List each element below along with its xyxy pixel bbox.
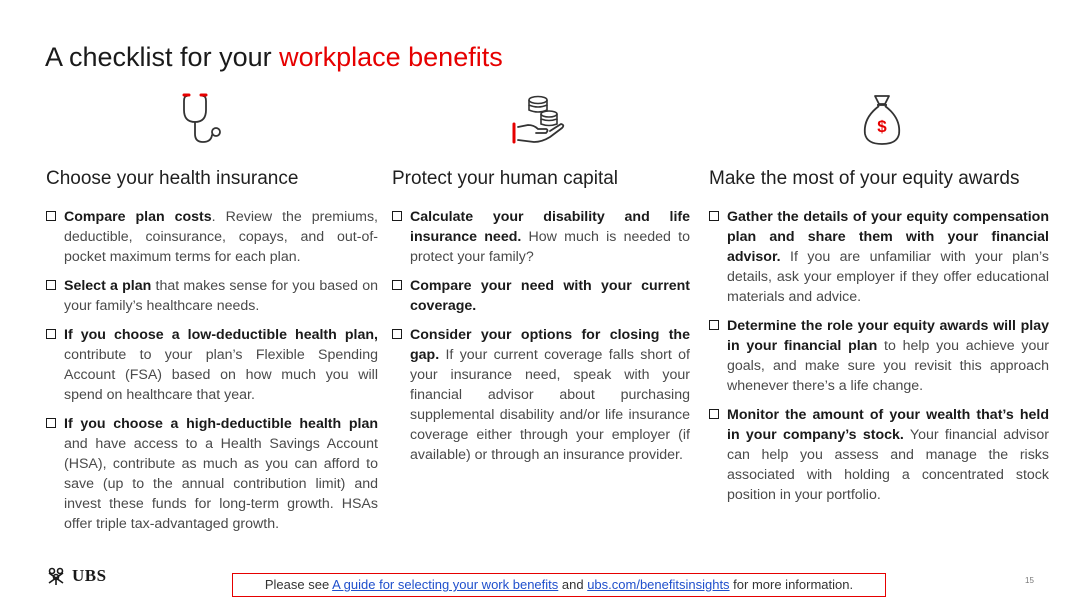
item-bold: Calculate your disability and life insurance need. <box>410 209 690 245</box>
checklist-item <box>392 276 690 316</box>
checkbox-icon <box>709 320 719 330</box>
item-bold: Compare plan costs <box>64 209 212 225</box>
item-text: Your financial advisor can help you assess and manage the risks associated with holding a concentrated stock position in your portfolio. <box>727 427 1049 503</box>
item-text: If your current coverage falls short of your insurance need, speak with your financial advisor about purchasing supplemental disability and/or life insurance coverage either through your employer (if available) or through an insurance provider. <box>410 347 690 463</box>
item-text: contribute to your plan’s Flexible Spending Account (FSA) based on how much you will spend on healthcare that year. <box>64 347 378 403</box>
checkbox-icon <box>46 211 56 221</box>
checkbox-icon <box>709 409 719 419</box>
benefits-insights-link[interactable]: ubs.com/benefitsinsights <box>587 577 730 592</box>
page-title <box>45 42 503 73</box>
checklist-item <box>392 207 690 267</box>
checklist-item <box>709 207 1049 307</box>
page-number: 15 <box>1025 576 1034 585</box>
column-human-capital <box>392 168 690 474</box>
item-bold: Gather the details of your equity compensation plan and share them with your financial advisor. <box>727 209 1049 265</box>
column-equity-awards <box>709 168 1049 514</box>
svg-text:$: $ <box>877 117 887 136</box>
item-bold: If you choose a high-deductible health plan <box>64 416 378 432</box>
column-heading: Make the most of your equity awards <box>709 168 1020 189</box>
item-bold: Monitor the amount of your wealth that’s held in your company’s stock. <box>727 407 1049 443</box>
checkbox-icon <box>46 418 56 428</box>
item-bold: Determine the role your equity awards will play in your financial plan <box>727 318 1049 354</box>
item-bold: Select a plan <box>64 278 152 294</box>
item-text: If you are unfamiliar with your plan’s details, ask your employer if they offer educational materials and advice. <box>727 249 1049 305</box>
checkbox-icon <box>392 280 402 290</box>
keys-icon <box>46 567 66 585</box>
column-heading: Protect your human capital <box>392 168 619 189</box>
ubs-logo <box>46 566 107 586</box>
checklist-item <box>46 414 378 534</box>
item-text: How much is needed to protect your family? <box>410 229 690 265</box>
checklist-item <box>392 325 690 465</box>
footer-text: and <box>558 577 588 592</box>
column-heading: Choose your health insurance <box>46 168 299 189</box>
item-bold: If you choose a low-deductible health plan, <box>64 327 378 343</box>
logo-text: UBS <box>72 566 107 585</box>
footer-note <box>232 573 886 597</box>
checkbox-icon <box>392 211 402 221</box>
checklist-item <box>46 276 378 316</box>
column-health-insurance <box>46 168 378 543</box>
checkbox-icon <box>392 329 402 339</box>
benefits-guide-link[interactable]: A guide for selecting your work benefits <box>332 577 559 592</box>
hand-coins-icon <box>506 92 570 153</box>
item-text: to help you achieve your goals, and make sure you revisit this approach whenever there’s a life change. <box>727 338 1049 394</box>
money-bag-icon <box>857 92 907 153</box>
checkbox-icon <box>46 280 56 290</box>
item-bold: Consider your options for closing the gap. <box>410 327 690 363</box>
item-bold: Compare your need with your current coverage. <box>410 278 690 314</box>
item-text: and have access to a Health Savings Account (HSA), contribute as much as you can afford to save (up to the annual contribution limit) and invest these funds for long-term growth. HSAs offer triple tax-advantaged growth. <box>64 436 378 532</box>
item-text: that makes sense for you based on your family’s healthcare needs. <box>64 278 378 314</box>
footer-text: Please see <box>264 577 333 592</box>
checkbox-icon <box>46 329 56 339</box>
title-accent: workplace benefits <box>279 42 503 72</box>
title-prefix: A checklist for your <box>45 42 280 72</box>
stethoscope-icon <box>178 92 226 153</box>
footer-text: for more information. <box>729 577 854 592</box>
checkbox-icon <box>709 211 719 221</box>
checklist-item <box>46 207 378 267</box>
checklist-item <box>709 405 1049 505</box>
checklist-item <box>709 316 1049 396</box>
item-text: . Review the premiums, deductible, coinsurance, copays, and out-of-pocket maximum terms for each plan. <box>64 209 378 265</box>
checklist-item <box>46 325 378 405</box>
